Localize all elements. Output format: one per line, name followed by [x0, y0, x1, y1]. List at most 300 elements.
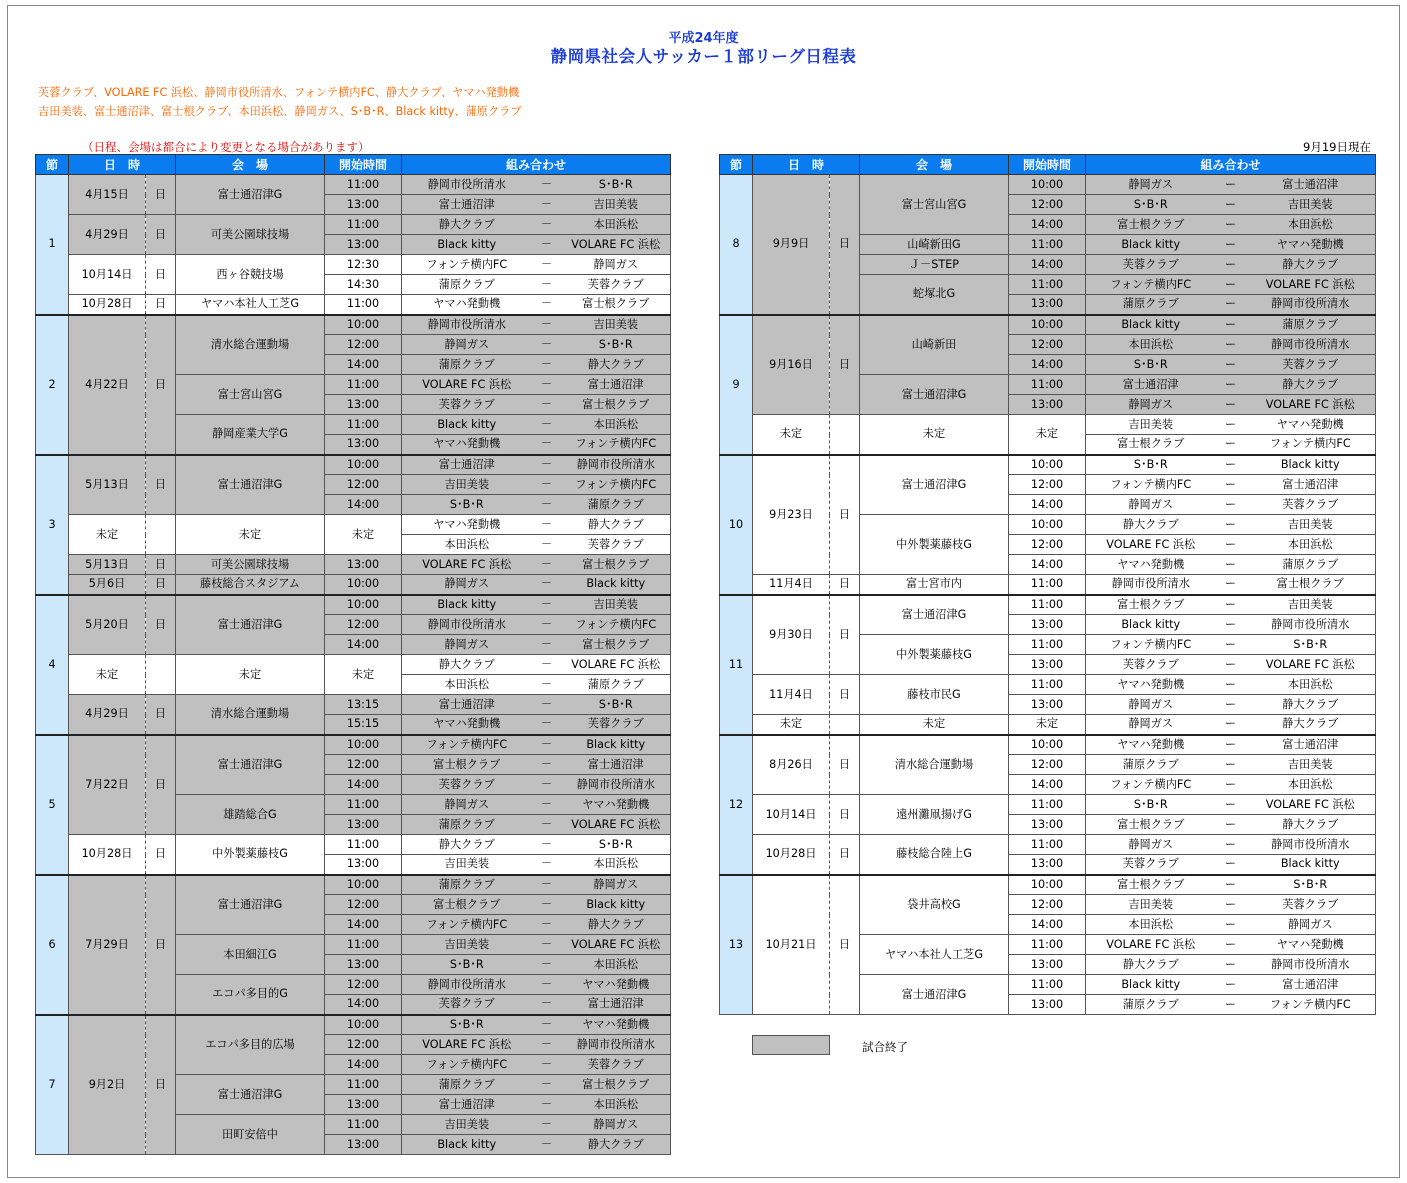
- home-team: 静岡ガス: [402, 335, 532, 355]
- away-team: 静岡ガス: [562, 1115, 671, 1135]
- home-team: 蒲原クラブ: [402, 355, 532, 375]
- away-team: 本田浜松: [1246, 675, 1376, 695]
- home-team: VOLARE FC 浜松: [402, 555, 532, 575]
- schedule-table-left: [35, 154, 671, 1155]
- home-team: 蒲原クラブ: [1086, 995, 1216, 1015]
- kickoff-time: 13:00: [325, 1095, 402, 1115]
- away-team: S･B･R: [1246, 875, 1376, 895]
- versus-dash: －: [532, 855, 562, 875]
- home-team: VOLARE FC 浜松: [1086, 535, 1216, 555]
- kickoff-time: 未定: [1009, 715, 1086, 735]
- match-weekday: 日: [830, 595, 860, 675]
- match-venue: 富士通沼津G: [176, 1075, 325, 1115]
- away-team: 蒲原クラブ: [1246, 555, 1376, 575]
- schedule-table-right: [719, 154, 1376, 1015]
- away-team: 静岡市役所清水: [1246, 835, 1376, 855]
- kickoff-time: 12:30: [325, 255, 402, 275]
- round-number: 11: [720, 595, 753, 735]
- kickoff-time: 11:00: [325, 415, 402, 435]
- home-team: 静岡ガス: [1086, 175, 1216, 195]
- match-weekday: 日: [830, 875, 860, 1015]
- match-venue: 中外製薬藤枝G: [860, 515, 1009, 575]
- home-team: Black kitty: [402, 1135, 532, 1155]
- versus-dash: －: [532, 835, 562, 855]
- match-venue: Ｊ－STEP: [860, 255, 1009, 275]
- match-venue: エコパ多目的広場: [176, 1015, 325, 1075]
- home-team: 芙蓉クラブ: [1086, 655, 1216, 675]
- kickoff-time: 11:00: [1009, 575, 1086, 595]
- away-team: 富士通沼津: [562, 755, 671, 775]
- versus-dash: ー: [1216, 915, 1246, 935]
- home-team: フォンテ横内FC: [402, 1055, 532, 1075]
- match-date: 4月29日: [69, 215, 146, 255]
- kickoff-time: 12:00: [1009, 195, 1086, 215]
- match-venue: 未定: [176, 515, 325, 555]
- table-row: [720, 415, 1376, 435]
- versus-dash: －: [532, 755, 562, 775]
- match-weekday: 日: [146, 1015, 176, 1155]
- match-venue: 富士通沼津G: [860, 375, 1009, 415]
- away-team: 富士根クラブ: [1246, 575, 1376, 595]
- versus-dash: ー: [1216, 795, 1246, 815]
- versus-dash: ー: [1216, 895, 1246, 915]
- away-team: S･B･R: [1246, 635, 1376, 655]
- versus-dash: －: [532, 635, 562, 655]
- home-team: Black kitty: [402, 415, 532, 435]
- away-team: 本田浜松: [562, 1095, 671, 1115]
- home-team: 本田浜松: [1086, 335, 1216, 355]
- versus-dash: ー: [1216, 475, 1246, 495]
- match-date: 10月21日: [753, 875, 830, 1015]
- table-row: [720, 575, 1376, 595]
- home-team: 吉田美装: [402, 475, 532, 495]
- away-team: VOLARE FC 浜松: [562, 815, 671, 835]
- kickoff-time: 13:00: [1009, 395, 1086, 415]
- kickoff-time: 10:00: [325, 735, 402, 755]
- kickoff-time: 10:00: [1009, 515, 1086, 535]
- home-team: S･B･R: [402, 495, 532, 515]
- home-team: ヤマハ発動機: [402, 435, 532, 455]
- match-venue: 富士通沼津G: [860, 455, 1009, 515]
- home-team: 芙蓉クラブ: [402, 395, 532, 415]
- match-date: 10月14日: [753, 795, 830, 835]
- away-team: 本田浜松: [1246, 535, 1376, 555]
- home-team: 静岡ガス: [402, 575, 532, 595]
- home-team: 富士通沼津: [402, 1095, 532, 1115]
- home-team: ヤマハ発動機: [1086, 555, 1216, 575]
- away-team: 静岡ガス: [562, 875, 671, 895]
- match-venue: 可美公園球技場: [176, 215, 325, 255]
- versus-dash: －: [532, 195, 562, 215]
- kickoff-time: 未定: [1009, 415, 1086, 455]
- away-team: S･B･R: [562, 335, 671, 355]
- versus-dash: －: [532, 675, 562, 695]
- home-team: 吉田美装: [1086, 415, 1216, 435]
- versus-dash: ー: [1216, 235, 1246, 255]
- away-team: VOLARE FC 浜松: [1246, 395, 1376, 415]
- match-date: 5月13日: [69, 555, 146, 575]
- match-date: 11月4日: [753, 575, 830, 595]
- match-date: 11月4日: [753, 675, 830, 715]
- versus-dash: ー: [1216, 335, 1246, 355]
- away-team: 吉田美装: [1246, 195, 1376, 215]
- kickoff-time: 10:00: [325, 455, 402, 475]
- home-team: 静大クラブ: [402, 215, 532, 235]
- away-team: 富士通沼津: [1246, 175, 1376, 195]
- kickoff-time: 12:00: [325, 1035, 402, 1055]
- header-venue: 会 場: [176, 155, 325, 175]
- home-team: 芙蓉クラブ: [1086, 855, 1216, 875]
- home-team: 蒲原クラブ: [402, 275, 532, 295]
- kickoff-time: 10:00: [325, 315, 402, 335]
- match-venue: 富士通沼津G: [176, 875, 325, 935]
- versus-dash: －: [532, 895, 562, 915]
- versus-dash: ー: [1216, 575, 1246, 595]
- home-team: S･B･R: [1086, 355, 1216, 375]
- home-team: 静岡ガス: [1086, 495, 1216, 515]
- kickoff-time: 12:00: [325, 975, 402, 995]
- match-date: 9月9日: [753, 175, 830, 315]
- kickoff-time: 11:00: [1009, 935, 1086, 955]
- kickoff-time: 12:00: [1009, 895, 1086, 915]
- table-row: [36, 175, 671, 195]
- home-team: フォンテ横内FC: [402, 255, 532, 275]
- versus-dash: －: [532, 815, 562, 835]
- versus-dash: －: [532, 935, 562, 955]
- versus-dash: －: [532, 775, 562, 795]
- away-team: 蒲原クラブ: [562, 495, 671, 515]
- away-team: 静大クラブ: [1246, 815, 1376, 835]
- home-team: VOLARE FC 浜松: [402, 1035, 532, 1055]
- home-team: 蒲原クラブ: [402, 1075, 532, 1095]
- kickoff-time: 13:00: [325, 1135, 402, 1155]
- versus-dash: －: [532, 275, 562, 295]
- match-venue: 藤枝総合陸上G: [860, 835, 1009, 875]
- home-team: 芙蓉クラブ: [402, 775, 532, 795]
- versus-dash: ー: [1216, 515, 1246, 535]
- away-team: Black kitty: [562, 735, 671, 755]
- versus-dash: ー: [1216, 815, 1246, 835]
- versus-dash: －: [532, 235, 562, 255]
- kickoff-time: 10:00: [1009, 735, 1086, 755]
- kickoff-time: 10:00: [1009, 175, 1086, 195]
- table-row: [36, 735, 671, 755]
- match-date: 10月28日: [753, 835, 830, 875]
- versus-dash: ー: [1216, 555, 1246, 575]
- versus-dash: －: [532, 715, 562, 735]
- kickoff-time: 13:00: [1009, 815, 1086, 835]
- kickoff-time: 11:00: [1009, 595, 1086, 615]
- away-team: ヤマハ発動機: [1246, 235, 1376, 255]
- team-list-line-1: 芙蓉クラブ、VOLARE FC 浜松、静岡市役所清水、フォンテ横内FC、静大クラブ、ヤマハ発動機: [38, 86, 520, 99]
- away-team: 吉田美装: [1246, 515, 1376, 535]
- versus-dash: －: [532, 575, 562, 595]
- versus-dash: －: [532, 455, 562, 475]
- round-number: 7: [36, 1015, 69, 1155]
- kickoff-time: 10:00: [325, 1015, 402, 1035]
- kickoff-time: 14:00: [325, 995, 402, 1015]
- home-team: 静岡ガス: [1086, 715, 1216, 735]
- round-number: 9: [720, 315, 753, 455]
- versus-dash: －: [532, 655, 562, 675]
- away-team: 富士通沼津: [1246, 975, 1376, 995]
- away-team: VOLARE FC 浜松: [562, 935, 671, 955]
- kickoff-time: 13:00: [1009, 695, 1086, 715]
- kickoff-time: 14:00: [325, 1055, 402, 1075]
- match-weekday: 日: [146, 315, 176, 455]
- home-team: 静岡ガス: [402, 795, 532, 815]
- round-number: 1: [36, 175, 69, 315]
- versus-dash: －: [532, 535, 562, 555]
- versus-dash: ー: [1216, 615, 1246, 635]
- away-team: VOLARE FC 浜松: [562, 235, 671, 255]
- as-of-date: 9月19日現在: [1303, 140, 1371, 154]
- kickoff-time: 14:00: [325, 915, 402, 935]
- match-venue: 富士通沼津G: [176, 175, 325, 215]
- away-team: 芙蓉クラブ: [562, 715, 671, 735]
- away-team: 静岡市役所清水: [1246, 955, 1376, 975]
- match-venue: 富士通沼津G: [176, 595, 325, 655]
- away-team: 静大クラブ: [1246, 715, 1376, 735]
- match-venue: 清水総合運動場: [176, 315, 325, 375]
- versus-dash: －: [532, 1075, 562, 1095]
- versus-dash: －: [532, 375, 562, 395]
- home-team: 静岡市役所清水: [402, 315, 532, 335]
- match-venue: 未定: [176, 655, 325, 695]
- match-venue: 藤枝総合スタジアム: [176, 575, 325, 595]
- match-weekday: 日: [146, 695, 176, 735]
- versus-dash: －: [532, 175, 562, 195]
- match-weekday: [830, 715, 860, 735]
- match-weekday: 日: [146, 875, 176, 1015]
- kickoff-time: 13:00: [1009, 855, 1086, 875]
- match-venue: 中外製薬藤枝G: [176, 835, 325, 875]
- versus-dash: －: [532, 995, 562, 1015]
- versus-dash: ー: [1216, 875, 1246, 895]
- home-team: 蒲原クラブ: [402, 815, 532, 835]
- home-team: フォンテ横内FC: [1086, 275, 1216, 295]
- home-team: 富士通沼津: [402, 455, 532, 475]
- kickoff-time: 11:00: [325, 835, 402, 855]
- versus-dash: －: [532, 735, 562, 755]
- match-weekday: 日: [830, 735, 860, 795]
- round-number: 10: [720, 455, 753, 595]
- match-date: 10月28日: [69, 835, 146, 875]
- versus-dash: －: [532, 255, 562, 275]
- away-team: ヤマハ発動機: [1246, 415, 1376, 435]
- home-team: 静大クラブ: [1086, 955, 1216, 975]
- away-team: S･B･R: [562, 175, 671, 195]
- match-venue: 本田細江G: [176, 935, 325, 975]
- table-row: [36, 295, 671, 315]
- match-venue: 蛇塚北G: [860, 275, 1009, 315]
- away-team: 静大クラブ: [562, 915, 671, 935]
- team-list-line-2: 吉田美装、富士通沼津、富士根クラブ、本田浜松、静岡ガス、S･B･R、Black kitty、蒲原クラブ: [38, 105, 522, 118]
- kickoff-time: 14:00: [1009, 555, 1086, 575]
- home-team: 吉田美装: [402, 935, 532, 955]
- match-weekday: 日: [830, 175, 860, 315]
- table-row: [36, 695, 671, 715]
- versus-dash: ー: [1216, 975, 1246, 995]
- table-row: [720, 795, 1376, 815]
- home-team: S･B･R: [1086, 195, 1216, 215]
- away-team: 富士根クラブ: [562, 635, 671, 655]
- away-team: ヤマハ発動機: [562, 975, 671, 995]
- kickoff-time: 10:00: [325, 575, 402, 595]
- header-time: 開始時間: [325, 155, 402, 175]
- versus-dash: －: [532, 475, 562, 495]
- away-team: Black kitty: [1246, 855, 1376, 875]
- away-team: 吉田美装: [562, 195, 671, 215]
- match-weekday: 日: [830, 455, 860, 575]
- match-venue: 可美公園球技場: [176, 555, 325, 575]
- table-row: [720, 715, 1376, 735]
- away-team: フォンテ横内FC: [562, 435, 671, 455]
- away-team: Black kitty: [562, 575, 671, 595]
- away-team: 静大クラブ: [1246, 375, 1376, 395]
- match-weekday: 日: [830, 835, 860, 875]
- match-venue: 清水総合運動場: [176, 695, 325, 735]
- match-venue: エコパ多目的G: [176, 975, 325, 1015]
- schedule-change-note: （日程、会場は都合により変更となる場合があります）: [82, 140, 370, 154]
- kickoff-time: 11:00: [1009, 795, 1086, 815]
- home-team: S･B･R: [1086, 455, 1216, 475]
- kickoff-time: 11:00: [1009, 635, 1086, 655]
- away-team: フォンテ横内FC: [562, 475, 671, 495]
- away-team: 蒲原クラブ: [562, 675, 671, 695]
- home-team: 富士通沼津: [402, 195, 532, 215]
- kickoff-time: 12:00: [325, 615, 402, 635]
- versus-dash: －: [532, 1055, 562, 1075]
- kickoff-time: 10:00: [1009, 875, 1086, 895]
- kickoff-time: 13:00: [1009, 295, 1086, 315]
- table-row: [36, 515, 671, 535]
- match-weekday: 日: [830, 675, 860, 715]
- away-team: ヤマハ発動機: [562, 1015, 671, 1035]
- match-date: 10月14日: [69, 255, 146, 295]
- versus-dash: ー: [1216, 955, 1246, 975]
- home-team: 静岡ガス: [1086, 835, 1216, 855]
- table-row: [36, 595, 671, 615]
- home-team: 蒲原クラブ: [1086, 755, 1216, 775]
- kickoff-time: 11:00: [1009, 375, 1086, 395]
- home-team: S･B･R: [402, 955, 532, 975]
- versus-dash: －: [532, 495, 562, 515]
- match-weekday: 日: [146, 575, 176, 595]
- table-row: [720, 835, 1376, 855]
- kickoff-time: 10:00: [325, 595, 402, 615]
- table-row: [36, 215, 671, 235]
- home-team: ヤマハ発動機: [402, 715, 532, 735]
- table-row: [720, 675, 1376, 695]
- header-match: 組み合わせ: [402, 155, 671, 175]
- match-date: 9月23日: [753, 455, 830, 575]
- home-team: 静岡市役所清水: [1086, 575, 1216, 595]
- versus-dash: ー: [1216, 255, 1246, 275]
- kickoff-time: 14:00: [1009, 495, 1086, 515]
- kickoff-time: 未定: [325, 655, 402, 695]
- away-team: 芙蓉クラブ: [562, 275, 671, 295]
- table-row: [720, 595, 1376, 615]
- table-row: [720, 455, 1376, 475]
- home-team: 静岡市役所清水: [402, 615, 532, 635]
- away-team: 富士通沼津: [562, 375, 671, 395]
- match-weekday: 日: [146, 455, 176, 515]
- match-date: 未定: [69, 515, 146, 555]
- table-row: [36, 1015, 671, 1035]
- versus-dash: ー: [1216, 635, 1246, 655]
- away-team: 芙蓉クラブ: [1246, 355, 1376, 375]
- away-team: 静岡市役所清水: [562, 775, 671, 795]
- season-year: 平成24年度: [668, 31, 739, 46]
- home-team: VOLARE FC 浜松: [1086, 935, 1216, 955]
- versus-dash: －: [532, 435, 562, 455]
- header-match: 組み合わせ: [1086, 155, 1376, 175]
- kickoff-time: 13:00: [325, 435, 402, 455]
- header-date: 日 時: [753, 155, 860, 175]
- away-team: 富士根クラブ: [562, 295, 671, 315]
- versus-dash: －: [532, 1115, 562, 1135]
- versus-dash: ー: [1216, 215, 1246, 235]
- round-number: 2: [36, 315, 69, 455]
- home-team: フォンテ横内FC: [402, 915, 532, 935]
- table-row: [720, 175, 1376, 195]
- kickoff-time: 11:00: [325, 1115, 402, 1135]
- away-team: VOLARE FC 浜松: [1246, 275, 1376, 295]
- match-weekday: [146, 655, 176, 695]
- away-team: VOLARE FC 浜松: [1246, 655, 1376, 675]
- home-team: 富士根クラブ: [1086, 815, 1216, 835]
- match-weekday: 日: [146, 295, 176, 315]
- kickoff-time: 11:00: [325, 295, 402, 315]
- away-team: 富士通沼津: [562, 995, 671, 1015]
- kickoff-time: 12:00: [1009, 335, 1086, 355]
- kickoff-time: 14:00: [1009, 215, 1086, 235]
- home-team: 富士根クラブ: [402, 755, 532, 775]
- home-team: 本田浜松: [1086, 915, 1216, 935]
- match-venue: 富士宮山宮G: [860, 175, 1009, 235]
- match-date: 8月26日: [753, 735, 830, 795]
- home-team: 富士根クラブ: [402, 895, 532, 915]
- kickoff-time: 12:00: [325, 475, 402, 495]
- away-team: 芙蓉クラブ: [562, 535, 671, 555]
- versus-dash: ー: [1216, 275, 1246, 295]
- home-team: フォンテ横内FC: [1086, 775, 1216, 795]
- match-weekday: 日: [830, 795, 860, 835]
- away-team: 静岡市役所清水: [1246, 295, 1376, 315]
- match-venue: 清水総合運動場: [860, 735, 1009, 795]
- match-weekday: 日: [146, 555, 176, 575]
- table-row: [36, 575, 671, 595]
- home-team: 本田浜松: [402, 535, 532, 555]
- away-team: VOLARE FC 浜松: [562, 655, 671, 675]
- kickoff-time: 13:00: [1009, 995, 1086, 1015]
- kickoff-time: 12:00: [1009, 755, 1086, 775]
- away-team: ヤマハ発動機: [1246, 935, 1376, 955]
- away-team: 富士根クラブ: [562, 1075, 671, 1095]
- kickoff-time: 12:00: [325, 335, 402, 355]
- kickoff-time: 13:00: [1009, 615, 1086, 635]
- match-date: 5月6日: [69, 575, 146, 595]
- match-date: 9月30日: [753, 595, 830, 675]
- home-team: S･B･R: [402, 1015, 532, 1035]
- header-venue: 会 場: [860, 155, 1009, 175]
- away-team: 本田浜松: [1246, 775, 1376, 795]
- away-team: 静大クラブ: [562, 1135, 671, 1155]
- kickoff-time: 12:00: [325, 755, 402, 775]
- kickoff-time: 11:00: [325, 795, 402, 815]
- table-row: [36, 835, 671, 855]
